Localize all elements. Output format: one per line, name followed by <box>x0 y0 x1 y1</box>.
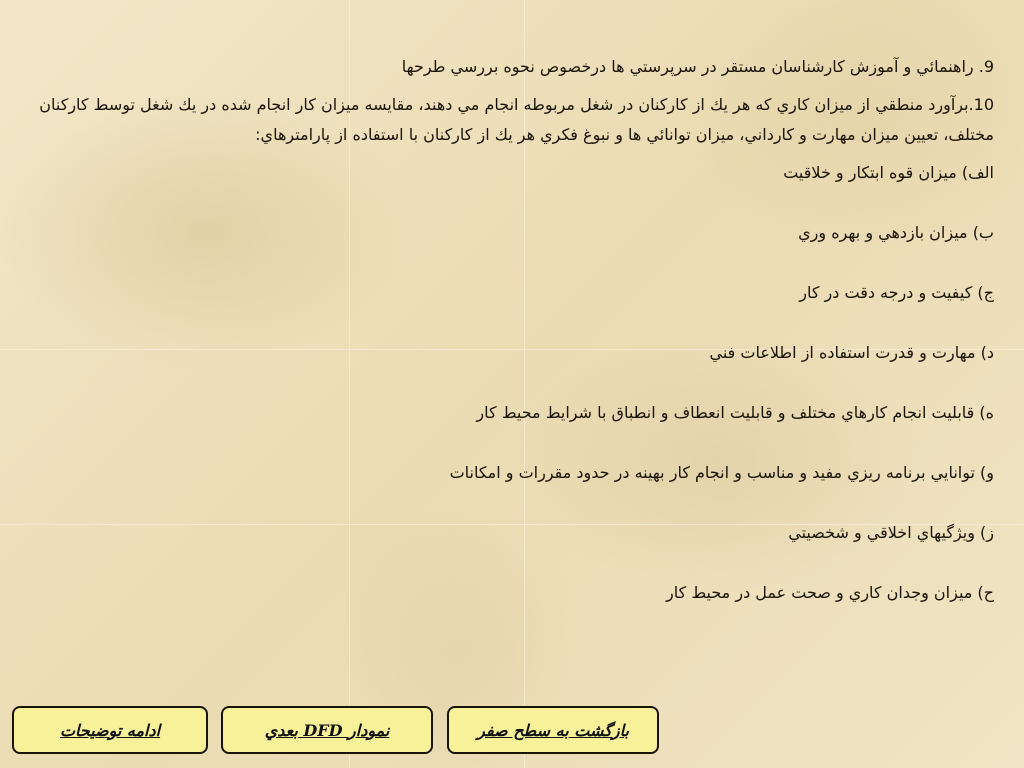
slide-content <box>34 52 994 638</box>
next-dfd-label: نمودار DFD بعدي <box>264 720 390 740</box>
paragraph-10: 10.برآورد منطقي از ميزان كاري كه هر يك از كاركنان در شغل مربوطه انجام مي دهند، مقايسه ميزان كار انجام شده در يك شغل توسط كاركنان مختلف، تعيين ميزان مهارت و كارداني، ميزان توانائي ها و نبوغ فكري هر يك از كاركنان با استفاده از پارامترهاي: <box>39 95 994 144</box>
continue-description-label: ادامه توضيحات <box>59 720 161 740</box>
paragraph-9: 9. راهنمائي و آموزش كارشناسان مستقر در سرپرستي ها درخصوص نحوه بررسي طرحها <box>401 57 994 76</box>
list-item: د) مهارت و قدرت استفاده از اطلاعات فني <box>709 343 994 362</box>
back-to-level-zero-button[interactable] <box>447 706 659 754</box>
list-item: ب) ميزان بازدهي و بهره وري <box>798 223 994 242</box>
back-to-level-zero-label: بازگشت به سطح صفر <box>477 720 629 740</box>
list-item: ه) قابليت انجام كارهاي مختلف و قابليت انعطاف و انطباق با شرايط محيط كار <box>476 403 994 422</box>
continue-description-button[interactable] <box>12 706 208 754</box>
list-item: و) توانايي برنامه ريزي مفيد و مناسب و انجام كار بهينه در حدود مقررات و امكانات <box>449 463 994 482</box>
list-item: الف) ميزان قوه ابتكار و خلاقيت <box>783 163 994 182</box>
list-item: ج) كيفيت و درجه دقت در كار <box>799 283 994 302</box>
list-item: ح) ميزان وجدان كاري و صحت عمل در محيط كار <box>666 583 994 602</box>
list-item: ز) ويژگيهاي اخلاقي و شخصيتي <box>788 523 994 542</box>
next-dfd-button[interactable] <box>221 706 433 754</box>
parameter-list <box>34 158 994 608</box>
